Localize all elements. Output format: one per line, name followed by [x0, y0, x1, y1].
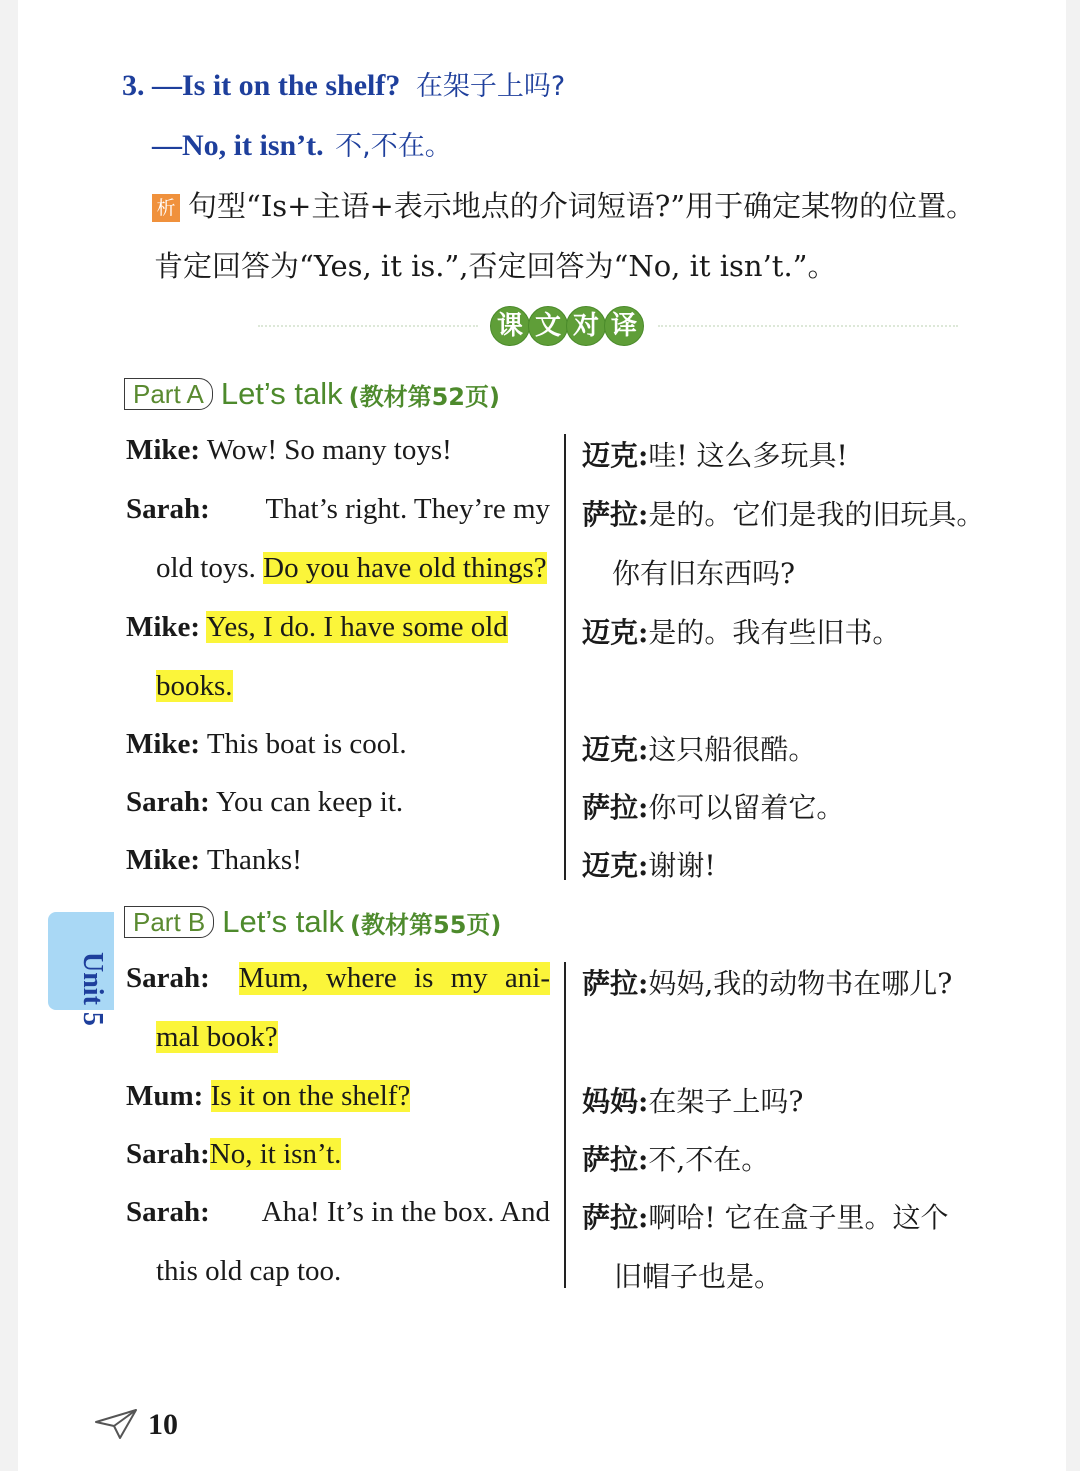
dialogue-en-row [126, 728, 407, 761]
speaker: Mike: [126, 434, 201, 466]
dialogue-en-row [126, 611, 508, 644]
speaker: Sarah: [126, 786, 210, 818]
textbook-page [18, 0, 1066, 1471]
dialogue-en-row [126, 1080, 410, 1113]
speaker: Mike: [126, 611, 201, 643]
part-a-heading [124, 376, 500, 412]
dialogue-en-row [126, 844, 302, 877]
cn-text: 妈妈,我的动物书在哪儿? [648, 967, 953, 1000]
cn-text: 不,不在。 [648, 1143, 770, 1176]
cn-text: 这只船很酷。 [648, 733, 817, 766]
dialogue-en-row [126, 493, 550, 526]
cn-text: 是的。它们是我的旧玩具。 [648, 498, 985, 531]
page-number: 10 [148, 1408, 178, 1441]
highlighted-text: books. [156, 670, 233, 702]
line-text: Aha! It’s in the box. And [261, 1196, 550, 1228]
banner-char: 课 [490, 306, 530, 346]
cn-speaker: 迈克: [582, 733, 649, 766]
highlighted-text: Mum, where is my ani- [238, 962, 550, 994]
part-b-page-ref: (教材第55页) [350, 910, 502, 939]
column-divider-a [564, 434, 566, 880]
cn-text: 你有旧东西吗? [612, 557, 796, 590]
dialogue-cn-row [582, 786, 844, 826]
question-english: 3. —Is it on the shelf? [122, 69, 401, 102]
banner-char: 对 [566, 306, 606, 346]
answer-chinese: 不,不在。 [335, 131, 452, 162]
dialogue-en-row [126, 434, 452, 467]
cn-speaker: 妈妈: [582, 1085, 649, 1118]
cn-text: 谢谢! [648, 849, 716, 882]
part-b-heading [124, 904, 501, 940]
cn-speaker: 迈克: [582, 439, 649, 472]
column-divider-b [564, 962, 566, 1288]
dialogue-en-row [126, 1138, 341, 1171]
dialogue-en-row [156, 1255, 341, 1288]
dialogue-cn-row [612, 552, 795, 592]
speaker: Sarah: [126, 493, 210, 525]
cn-speaker: 萨拉: [582, 967, 649, 1000]
cn-text: 你可以留着它。 [648, 791, 845, 824]
highlighted-text: mal book? [156, 1021, 278, 1053]
cn-text: 哇! 这么多玩具! [648, 439, 848, 472]
highlighted-text: No, it isn’t. [209, 1138, 342, 1170]
section-banner [492, 306, 644, 346]
unit-side-tab[interactable]: Unit 5 [48, 912, 114, 1010]
dialogue-cn-row [582, 493, 984, 533]
dialogue-cn-row [582, 434, 848, 474]
cn-speaker: 萨拉: [582, 791, 649, 824]
dialogue-cn-row [582, 1138, 769, 1178]
line-text: That’s right. They’re my [265, 493, 550, 525]
cn-text: 旧帽子也是。 [614, 1260, 783, 1293]
cn-text: 是的。我有些旧书。 [648, 616, 901, 649]
part-b-title: Let’s talk [222, 904, 345, 939]
highlighted-text: Yes, I do. I have some old [206, 611, 508, 643]
line-text: Thanks! [206, 844, 302, 876]
line-text: This boat is cool. [206, 728, 407, 760]
dialogue-en-row [156, 670, 233, 703]
cn-speaker: 萨拉: [582, 1143, 649, 1176]
part-a-title: Let’s talk [220, 376, 343, 411]
line-text: this old cap too. [156, 1255, 342, 1287]
grammar-note-text-1: 句型“Is+主语+表示地点的介词短语?”用于确定某物的位置。 [188, 189, 976, 223]
speaker: Mum: [126, 1080, 204, 1112]
dialogue-en-row [126, 786, 403, 819]
speaker: Sarah: [126, 1138, 210, 1170]
highlighted-text: Do you have old things? [263, 552, 547, 584]
highlighted-text: Is it on the shelf? [210, 1080, 411, 1112]
dialogue-cn-row [582, 1196, 949, 1236]
speaker: Sarah: [126, 962, 210, 994]
cn-speaker: 萨拉: [582, 1201, 649, 1234]
dialogue-en-row [126, 962, 550, 995]
banner-divider-left [258, 325, 478, 327]
dialogue-cn-row [582, 1080, 803, 1120]
banner-char: 文 [528, 306, 568, 346]
dialogue-en-row [126, 1196, 550, 1229]
dialogue-cn-row [614, 1255, 782, 1295]
analysis-badge-icon: 析 [152, 194, 180, 222]
dialogue-cn-row [582, 611, 900, 651]
question-chinese: 在架子上吗? [415, 71, 566, 102]
grammar-note-line-2: 肯定回答为“Yes, it is.”,否定回答为“No, it isn’t.”。 [154, 249, 837, 283]
cn-speaker: 迈克: [582, 849, 649, 882]
line-text: You can keep it. [215, 786, 404, 818]
answer-line [152, 124, 452, 163]
speaker: Sarah: [126, 1196, 210, 1228]
cn-speaker: 萨拉: [582, 498, 649, 531]
line-text: Wow! So many toys! [206, 434, 452, 466]
dialogue-en-row [156, 1021, 278, 1054]
question-line [122, 64, 565, 103]
dialogue-cn-row [582, 728, 816, 768]
line-text: old toys. [156, 552, 264, 584]
speaker: Mike: [126, 728, 201, 760]
part-b-label: Part B [124, 906, 214, 938]
part-a-page-ref: (教材第52页) [348, 382, 500, 411]
part-a-label: Part A [124, 378, 213, 410]
dialogue-en-row [156, 552, 547, 585]
paper-plane-icon [94, 1408, 138, 1440]
dialogue-cn-row [582, 962, 952, 1002]
banner-char: 译 [604, 306, 644, 346]
cn-text: 在架子上吗? [648, 1085, 804, 1118]
cn-speaker: 迈克: [582, 616, 649, 649]
grammar-note-line-1 [152, 184, 975, 225]
answer-english: —No, it isn’t. [152, 129, 324, 162]
speaker: Mike: [126, 844, 201, 876]
dialogue-cn-row [582, 844, 716, 884]
banner-divider-right [658, 325, 958, 327]
cn-text: 啊哈! 它在盒子里。这个 [648, 1201, 949, 1234]
